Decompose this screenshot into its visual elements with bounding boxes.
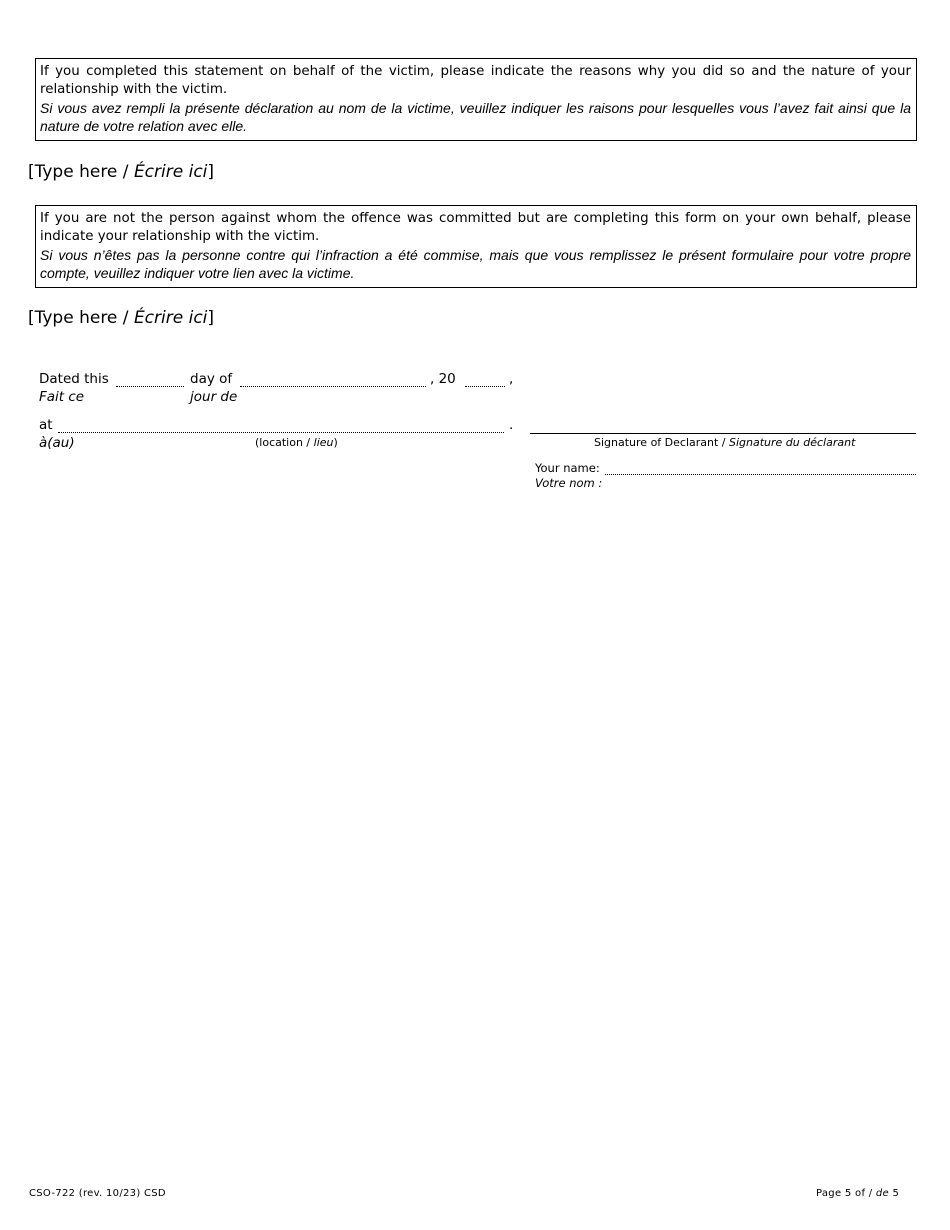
your-name-field[interactable]: [605, 474, 916, 475]
day-of-label: day of: [190, 371, 233, 387]
dated-comma: ,: [509, 371, 514, 387]
reason-instruction-box: [35, 58, 917, 141]
day-of-label-fr: jour de: [190, 389, 238, 405]
page-number: [816, 1187, 899, 1200]
page-number-en: Page 5 of /: [816, 1188, 876, 1199]
location-period: .: [509, 417, 514, 433]
signature-caption-en: Signature of Declarant /: [594, 436, 729, 449]
reason-instruction-fr: Si vous avez rempli la présente déclaration au nom de la victime, veuillez indiquer les raisons pour lesquelles vous l’avez fait ainsi que la nature de votre relation avec elle.: [40, 100, 911, 134]
page-number-fr: de: [875, 1188, 890, 1199]
relationship-text-field[interactable]: [28, 307, 214, 329]
reason-text-field[interactable]: [28, 161, 214, 183]
relationship-instruction-box: [35, 205, 917, 288]
reason-placeholder-en: [Type here /: [28, 162, 134, 182]
signature-caption-fr: Signature du déclarant: [729, 436, 856, 449]
location-caption-en: (location /: [255, 436, 314, 449]
relationship-placeholder-close: ]: [207, 308, 215, 328]
reason-placeholder-fr: Écrire ici: [133, 162, 208, 182]
day-field[interactable]: [116, 386, 184, 387]
signature-field[interactable]: [530, 433, 916, 434]
form-code: CSO-722 (rev. 10/23) CSD: [29, 1188, 166, 1199]
year-field[interactable]: [465, 386, 505, 387]
dated-this-label: Dated this: [39, 371, 109, 387]
relationship-placeholder-en: [Type here /: [28, 308, 134, 328]
at-label: at: [39, 417, 53, 433]
dated-this-label-fr: Fait ce: [39, 389, 85, 405]
month-field[interactable]: [240, 386, 426, 387]
relationship-placeholder-fr: Écrire ici: [133, 308, 208, 328]
page-number-total: 5: [889, 1188, 900, 1199]
reason-placeholder-close: ]: [207, 162, 215, 182]
at-label-fr: à(au): [39, 435, 75, 451]
reason-instruction-en: If you completed this statement on behalf of the victim, please indicate the reasons why you did so and the nature of your relationship with the victim.: [40, 64, 911, 97]
location-caption-fr: lieu: [313, 436, 334, 449]
year-prefix: , 20: [430, 371, 456, 387]
location-caption-close: ): [333, 436, 338, 449]
relationship-instruction-fr: Si vous n’êtes pas la personne contre qui l’infraction a été commise, mais que vous remplissez le présent formulaire pour votre propre compte, veuillez indiquer votre lien avec la victime.: [40, 247, 911, 281]
signature-caption: [594, 436, 855, 450]
location-caption: [255, 436, 338, 450]
relationship-instruction-en: If you are not the person against whom the offence was committed but are completing this form on your own behalf, please indicate your relationship with the victim.: [40, 211, 911, 244]
your-name-label-fr: Votre nom :: [535, 476, 603, 490]
your-name-label: Your name:: [535, 461, 600, 475]
location-field[interactable]: [58, 432, 504, 433]
